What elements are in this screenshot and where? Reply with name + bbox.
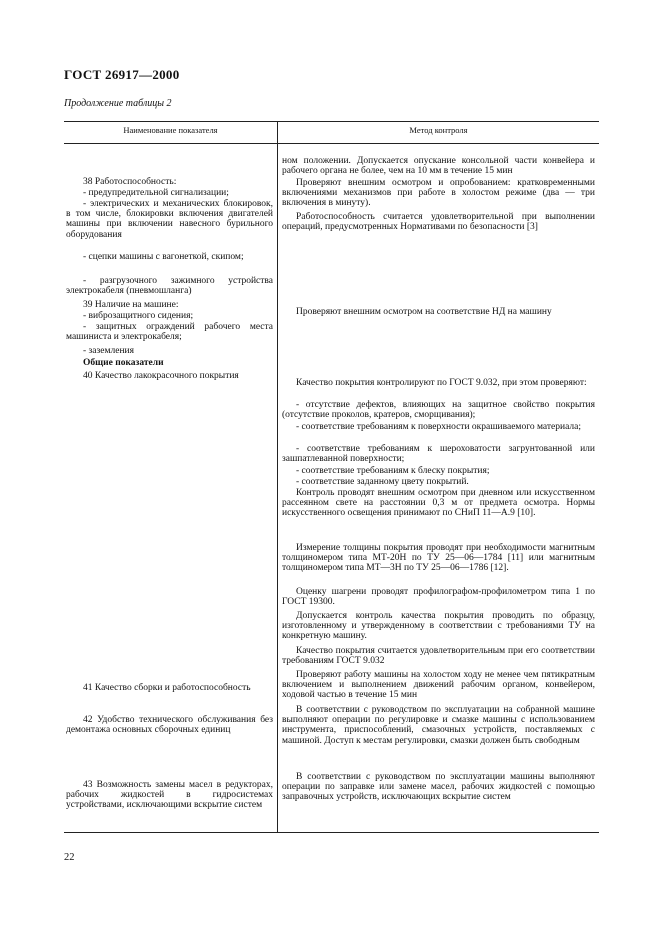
indicator-item: - заземления	[83, 346, 134, 356]
method-item: В соответствии с руководством по эксплуатации машины выполняют операции по заправке или замене масел, рабочих жидкостей с помощью заправочных устройств, исключающих вскрытие систем	[282, 772, 595, 803]
method-item: - соответствие требованиям к шероховатости загрунтованной или зашпатлеванной поверхности;	[282, 444, 595, 465]
indicator-item: - защитных ограждений рабочего места машиниста и электрокабеля;	[66, 322, 273, 343]
method-item: - соответствие требованиям к поверхности окрашиваемого материала;	[296, 422, 581, 432]
indicator-item: 42 Удобство технического обслуживания без демонтажа основных сборочных единиц	[66, 715, 273, 736]
column-header-indicator: Наименование показателя	[123, 125, 218, 135]
column-divider	[277, 122, 278, 832]
indicator-item: - электрических и механических блокировок, в том числе, блокировки включения двигателей машины при включении навесного бурильного оборудования	[66, 199, 273, 240]
method-item: - отсутствие дефектов, влияющих на защитное свойство покрытия (отсутствие проколов, кратеров, сморщивания);	[282, 400, 595, 421]
page-number: 22	[64, 852, 75, 863]
method-item: - соответствие заданному цвету покрытий.	[296, 477, 469, 487]
indicator-item: 41 Качество сборки и работоспособность	[83, 683, 251, 693]
method-item: Качество покрытия считается удовлетворительным при его соответствии требованиям ГОСТ 9.032	[282, 646, 595, 667]
method-item: ном положении. Допускается опускание консольной части конвейера и рабочего органа не более, чем на 10 мм в течение 15 мин	[282, 156, 595, 177]
method-item: Проверяют внешним осмотром и опробованием: кратковременными включениями механизмов при работе в холостом режиме (два — три включения в минуту).	[282, 178, 595, 209]
table-continuation-caption: Продолжение таблицы 2	[64, 98, 172, 109]
method-item: Измерение толщины покрытия проводят при необходимости магнитным толщиномером типа МТ-20Н по ТУ 25—06—1784 [11] или магнитным толщиномером типа МТ—3Н по ТУ 25—06—1786 [12].	[282, 543, 595, 574]
indicator-item: - виброзащитного сидения;	[83, 311, 194, 321]
method-item: Качество покрытия контролируют по ГОСТ 9.032, при этом проверяют:	[296, 378, 587, 388]
method-item: Работоспособность считается удовлетворительной при выполнении операций, предусмотренных Нормативами по безопасности [3]	[282, 212, 595, 233]
methods-table	[64, 121, 599, 833]
method-item: Контроль проводят внешним осмотром при дневном или искусственном рассеянном свете на расстоянии 0,3 м от предмета осмотра. Нормы искусственного освещения принимают по СНиП 11—А.9 [10].	[282, 488, 595, 519]
indicator-item: - сцепки машины с вагонеткой, скипом;	[83, 252, 244, 262]
section-heading: Общие показатели	[83, 358, 164, 368]
indicator-item: 39 Наличие на машине:	[83, 300, 179, 310]
indicator-item: - предупредительной сигнализации;	[83, 188, 229, 198]
method-item: Проверяют внешним осмотром на соответствие НД на машину	[296, 307, 552, 317]
indicator-item: 40 Качество лакокрасочного покрытия	[83, 371, 239, 381]
method-item: - соответствие требованиям к блеску покрытия;	[296, 466, 490, 476]
method-item: Оценку шагрени проводят профилографом-профилометром типа 1 по ГОСТ 19300.	[282, 587, 595, 608]
method-item: В соответствии с руководством по эксплуатации на собранной машине выполняют операции по регулировке и смазке машины с использованием инструмента, приспособлений, смазочных устройств, поставляемых с машиной. Доступ к местам регулировки, смазки должен быть свободным	[282, 705, 595, 746]
method-item: Допускается контроль качества покрытия проводить по образцу, изготовленному и утвержденному в соответствии с требованиями ТУ на конкретную машину.	[282, 611, 595, 642]
indicator-item: 43 Возможность замены масел в редукторах, рабочих жидкостей в гидросистемах устройствами, исключающими вскрытие систем	[66, 780, 273, 811]
document-title: ГОСТ 26917—2000	[64, 67, 180, 82]
indicator-item: 38 Работоспособность:	[83, 177, 177, 187]
indicator-item: - разгрузочного зажимного устройства электрокабеля (пневмошланга)	[66, 276, 273, 297]
header-divider	[64, 143, 599, 144]
method-item: Проверяют работу машины на холостом ходу не менее чем пятикратным включением и выполнением движений рабочим органом, конвейером, ходовой частью в течение 15 мин	[282, 670, 595, 701]
column-header-method: Метод контроля	[409, 125, 468, 135]
